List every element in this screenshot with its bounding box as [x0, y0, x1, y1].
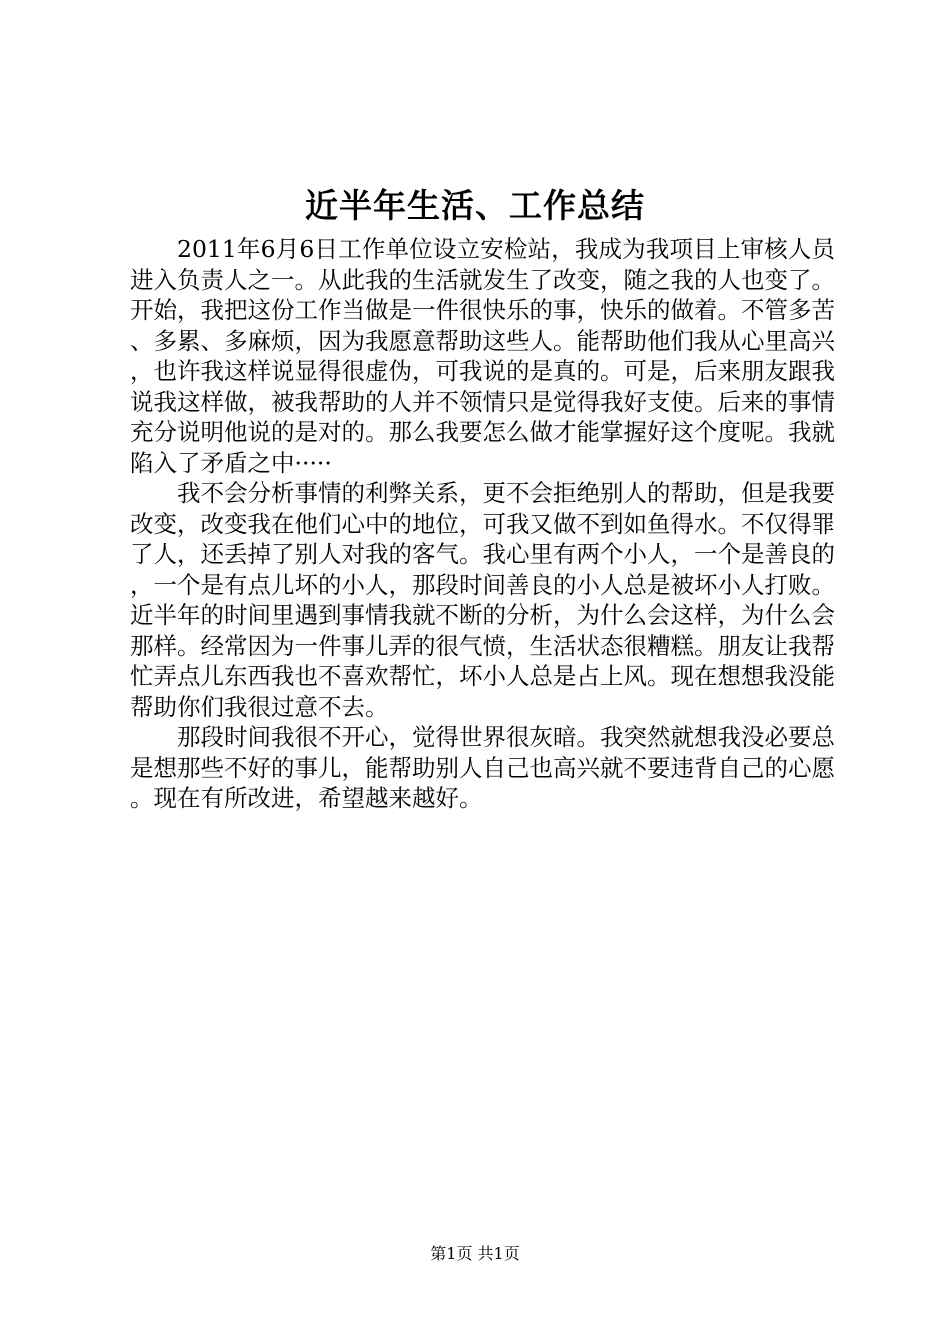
paragraph-3: 那段时间我很不开心，觉得世界很灰暗。我突然就想我没必要总是想那些不好的事儿，能帮助别人自己也高兴就不要违背自己的心愿。现在有所改进，希望越来越好。: [130, 723, 835, 812]
paragraph-1: 2011年6月6日工作单位设立安检站，我成为我项目上审核人员进入负责人之一。从此我的生活就发生了改变，随之我的人也变了。开始，我把这份工作当做是一件很快乐的事，快乐的做着。不管多苦、多累、多麻烦，因为我愿意帮助这些人。能帮助他们我从心里高兴，也许我这样说显得很虚伪，可我说的是真的。可是，后来朋友跟我说我这样做，被我帮助的人并不领情只是觉得我好支使。后来的事情充分说明他说的是对的。那么我要怎么做才能掌握好这个度呢。我就陷入了矛盾之中·····: [130, 235, 835, 477]
paragraph-2: 我不会分析事情的利弊关系，更不会拒绝别人的帮助，但是我要改变，改变我在他们心中的地位，可我又做不到如鱼得水。不仅得罪了人，还丢掉了别人对我的客气。我心里有两个小人，一个是善良的，一个是有点儿坏的小人，那段时间善良的小人总是被坏小人打败。近半年的时间里遇到事情我就不断的分析，为什么会这样，为什么会那样。经常因为一件事儿弄的很气愤，生活状态很糟糕。朋友让我帮忙弄点儿东西我也不喜欢帮忙，坏小人总是占上风。现在想想我没能帮助你们我很过意不去。: [130, 479, 835, 721]
page-number-footer: 第1页 共1页: [430, 1244, 520, 1263]
document-title: 近半年生活、工作总结: [305, 186, 645, 225]
document-body: [130, 234, 835, 814]
